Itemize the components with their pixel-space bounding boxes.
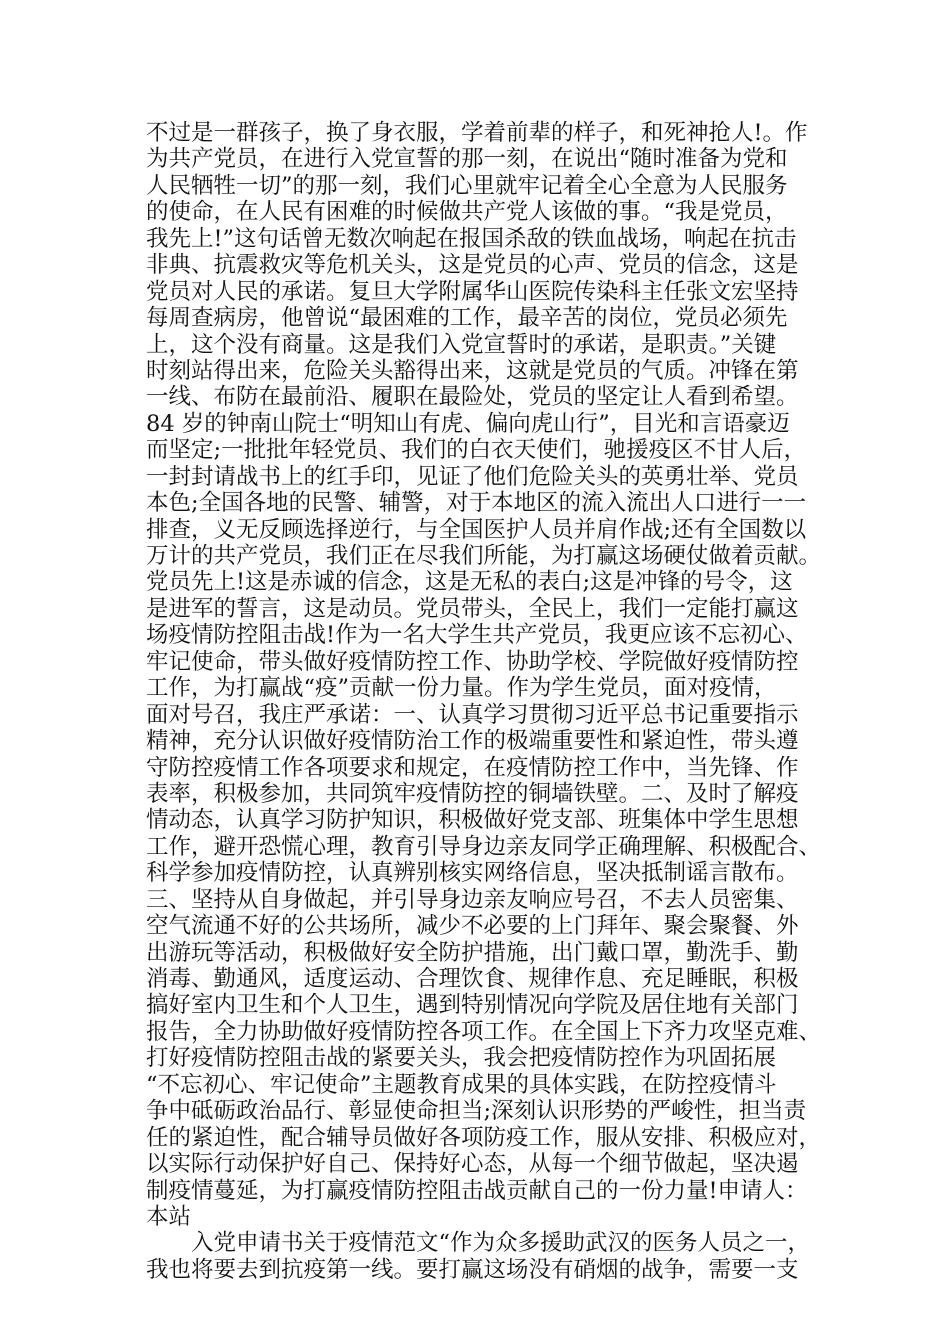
text-line: 本色;全国各地的民警、辅警，对于本地区的流入流出人口进行一一 <box>146 490 807 517</box>
text-line: 是进军的誓言，这是动员。党员带头，全民上，我们一定能打赢这 <box>146 595 799 622</box>
text-line: “不忘初心、牢记使命”主题教育成果的具体实践，在防控疫情斗 <box>146 1071 777 1098</box>
text-line: 争中砥砺政治品行、彰显使命担当;深刻认识形势的严峻性，担当责 <box>146 1098 807 1125</box>
text-line: 时刻站得出来，危险关头豁得出来，这就是党员的气质。冲锋在第 <box>146 357 799 384</box>
text-line: 制疫情蔓延，为打赢疫情防控阻击战贡献自己的一份力量!申请人： <box>146 1177 808 1204</box>
text-line: 牢记使命，带头做好疫情防控工作、协助学校、学院做好疫情防控 <box>146 648 799 675</box>
text-line: 打好疫情防控阻击战的紧要关头，我会把疫情防控作为巩固拓展 <box>146 1045 777 1072</box>
text-line: 三、坚持从自身做起，并引导身边亲友响应号召，不去人员密集、 <box>146 886 799 913</box>
text-line: 出游玩等活动，积极做好安全防护措施，出门戴口罩，勤洗手、勤 <box>146 939 799 966</box>
text-line: 而坚定;一批批年轻党员、我们的白衣天使们，驰援疫区不甘人后， <box>146 437 807 464</box>
text-line: 场疫情防控阻击战!作为一名大学生共产党员，我更应该不忘初心、 <box>146 622 808 649</box>
text-line: 上，这个没有商量。这是我们入党宣誓时的承诺，是职责。”关键 <box>146 331 777 358</box>
text-line: 工作，避开恐慌心理，教育引导身边亲友同学正确理解、积极配合、 <box>146 833 822 860</box>
text-line: 的使命，在人民有困难的时候做共产党人该做的事。“我是党员， <box>146 199 788 226</box>
text-line: 搞好室内卫生和个人卫生，遇到特别情况向学院及居住地有关部门 <box>146 992 799 1019</box>
text-line: 为共产党员，在进行入党宣誓的那一刻，在说出“随时准备为党和 <box>146 146 788 173</box>
text-line: 党员先上!这是赤诚的信念，这是无私的表白;这是冲锋的号令，这 <box>146 569 793 596</box>
text-line: 人民牺牲一切”的那一刻，我们心里就牢记着全心全意为人民服务 <box>146 172 788 199</box>
text-line: 情动态，认真学习防护知识，积极做好党支部、班集体中学生思想 <box>146 807 799 834</box>
text-line: 空气流通不好的公共场所，减少不必要的上门拜年、聚会聚餐、外 <box>146 913 799 940</box>
text-line: 84 岁的钟南山院士“明知山有虎、偏向虎山行”，目光和言语豪迈 <box>146 410 790 437</box>
text-line: 排查，义无反顾选择逆行，与全国医护人员并肩作战;还有全国数以 <box>146 516 807 543</box>
text-line: 不过是一群孩子，换了身衣服，学着前辈的样子，和死神抢人!。作 <box>146 120 808 146</box>
text-line: 以实际行动保护好自己、保持好心态，从每一个细节做起，坚决遏 <box>146 1151 799 1178</box>
text-line: 非典、抗震救灾等危机关头，这是党员的心声、党员的信念，这是 <box>146 252 799 279</box>
text-line: 任的紧迫性，配合辅导员做好各项防疫工作，服从安排、积极应对， <box>146 1124 822 1151</box>
text-line: 守防控疫情工作各项要求和规定，在疫情防控工作中，当先锋、作 <box>146 754 799 781</box>
text-line: 表率，积极参加，共同筑牢疫情防控的铜墙铁壁。二、及时了解疫 <box>146 780 799 807</box>
text-line: 一线、布防在最前沿、履职在最险处，党员的坚定让人看到希望。 <box>146 384 799 411</box>
text-line: 入党申请书关于疫情范文“作为众多援助武汉的医务人员之一， <box>146 1230 811 1257</box>
text-line: 消毒、勤通风，适度运动、合理饮食、规律作息、充足睡眠，积极 <box>146 966 799 992</box>
text-line: 党员对人民的承诺。复旦大学附属华山医院传染科主任张文宏坚持 <box>146 278 799 305</box>
text-line: 面对号召，我庄严承诺：一、认真学习贯彻习近平总书记重要指示 <box>146 701 799 728</box>
text-line: 我先上!”这句话曾无数次响起在报国杀敌的铁血战场，响起在抗击 <box>146 225 797 252</box>
text-line: 我也将要去到抗疫第一线。要打赢这场没有硝烟的战争，需要一支 <box>146 1256 799 1283</box>
text-line: 科学参加疫情防控，认真辨别核实网络信息，坚决抵制谣言散布。 <box>146 860 799 887</box>
text-line: 一封封请战书上的红手印，见证了他们危险关头的英勇壮举、党员 <box>146 463 799 490</box>
document-body-text <box>146 120 826 1283</box>
text-line: 万计的共产党员，我们正在尽我们所能，为打赢这场硬仗做着贡献。 <box>146 543 822 569</box>
text-line: 工作，为打赢战“疫”贡献一份力量。作为学生党员，面对疫情， <box>146 675 777 702</box>
text-line: 每周查病房，他曾说“最困难的工作，最辛苦的岗位，党员必须先 <box>146 305 788 332</box>
text-line: 报告，全力协助做好疫情防控各项工作。在全国上下齐力攻坚克难、 <box>146 1018 822 1045</box>
text-line: 本站 <box>146 1203 192 1230</box>
text-line: 精神，充分认识做好疫情防治工作的极端重要性和紧迫性，带头遵 <box>146 728 799 755</box>
